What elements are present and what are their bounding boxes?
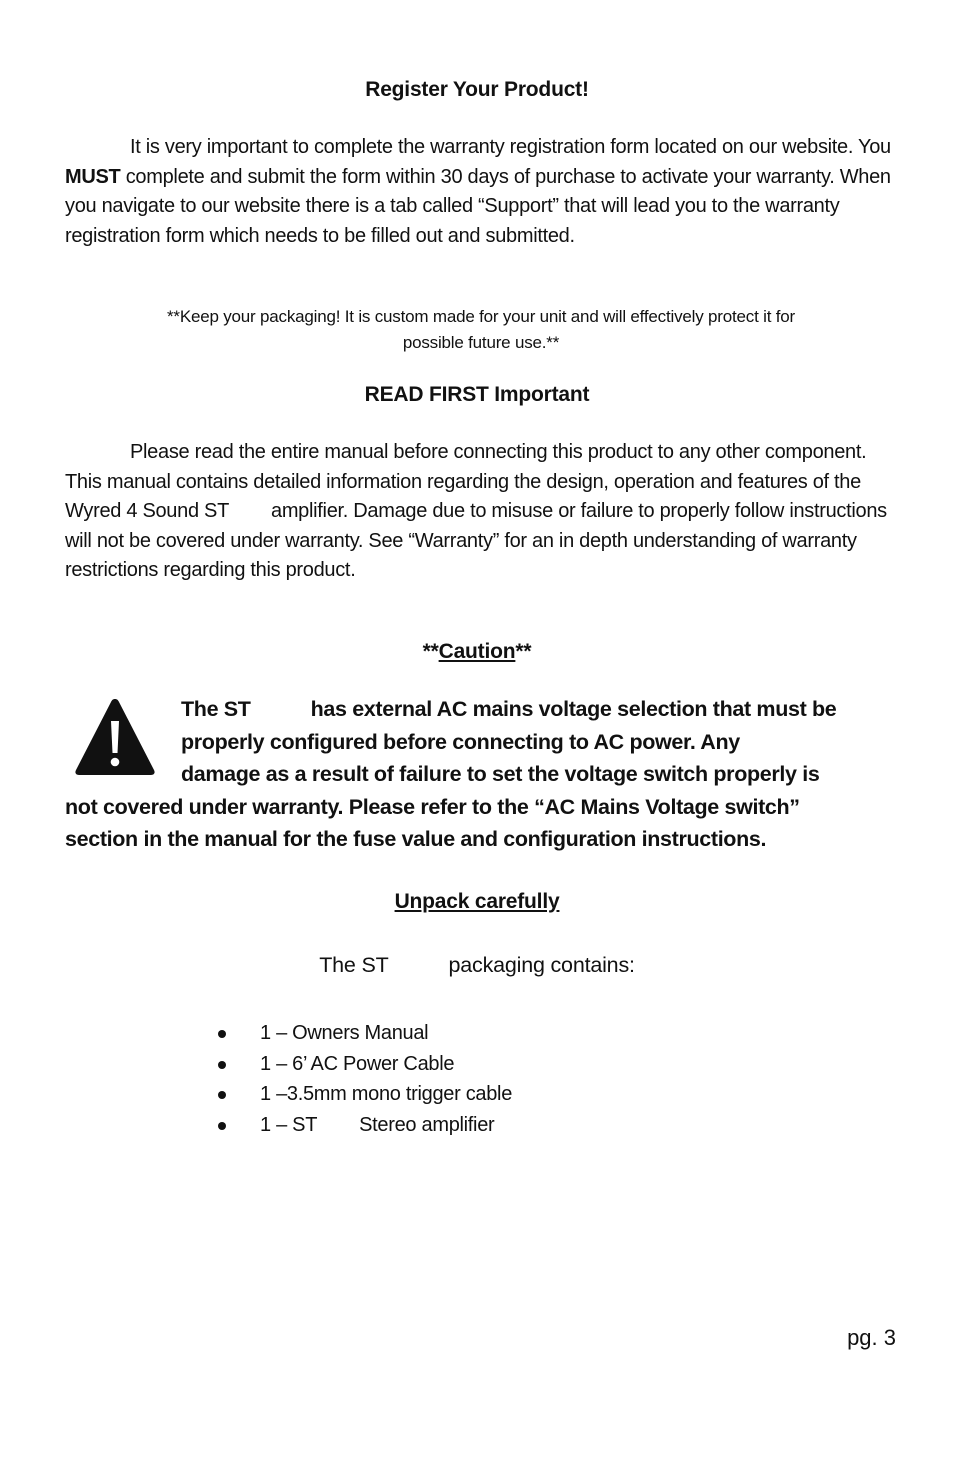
caution-line-3: damage as a result of failure to set the voltage switch properly is xyxy=(181,762,820,786)
unpack-heading: Unpack carefully xyxy=(394,890,560,913)
list-item xyxy=(214,1110,512,1141)
caution-heading xyxy=(0,640,954,664)
packaging-note xyxy=(65,304,897,356)
register-text-2: complete and submit the form within 30 days of purchase to activate your warranty. When you navigate to our website there is a tab called “Support” that will lead you to the warranty registration form which needs to be filled out and submitted. xyxy=(65,165,891,247)
register-text-1: It is very important to complete the warranty registration form located on our website. You xyxy=(130,136,891,158)
caution-line-1b: has external AC mains voltage selection that must be xyxy=(310,697,837,721)
caution-line-2: properly configured before connecting to AC power. Any xyxy=(181,729,740,754)
packaging-contains xyxy=(0,953,954,978)
read-first-text-1: Please read the entire manual before connecting this product to any other component. This manual contains detailed information regarding the design, operation and features of the Wyred 4 Sound ST xyxy=(65,441,867,522)
read-first-text-2: amplifier. Damage due to misuse or failure to properly follow instructions will not be covered under warranty. See “Warranty” for an in depth understanding of warranty restrictions regarding this product. xyxy=(65,500,887,581)
page-number: pg. 3 xyxy=(847,1325,896,1350)
caution-word: Caution xyxy=(438,640,516,663)
list-item: 1 – 6’ AC Power Cable xyxy=(214,1049,512,1080)
caution-line-4: not covered under warranty. Please refer to the “AC Mains Voltage switch” xyxy=(65,794,800,819)
caution-line-1 xyxy=(65,693,897,726)
read-first-paragraph xyxy=(65,438,897,586)
list-item-4b: Stereo amplifier xyxy=(359,1113,495,1136)
packaging-note-line-1: **Keep your packaging! It is custom made for your unit and will effectively protect it for xyxy=(166,307,795,326)
packaging-contains-a: The ST xyxy=(319,953,389,977)
packaging-contains-b: packaging contains: xyxy=(448,953,635,977)
must-emphasis: MUST xyxy=(65,165,121,188)
caution-line-5: section in the manual for the fuse value and configuration instructions. xyxy=(65,827,767,851)
register-paragraph xyxy=(65,133,897,251)
list-item-4a: 1 – ST xyxy=(260,1113,318,1136)
caution-line-1a: The ST xyxy=(181,697,251,721)
caution-stars-right: ** xyxy=(515,640,532,663)
package-contents-list xyxy=(214,1018,512,1140)
list-item: 1 –3.5mm mono trigger cable xyxy=(214,1079,512,1110)
read-first-heading: READ FIRST Important xyxy=(364,383,590,406)
register-heading: Register Your Product! xyxy=(365,78,589,101)
caution-stars-left: ** xyxy=(422,640,439,663)
caution-text xyxy=(65,693,897,856)
list-item: 1 – Owners Manual xyxy=(214,1018,512,1049)
packaging-note-line-2: possible future use.** xyxy=(402,333,560,352)
